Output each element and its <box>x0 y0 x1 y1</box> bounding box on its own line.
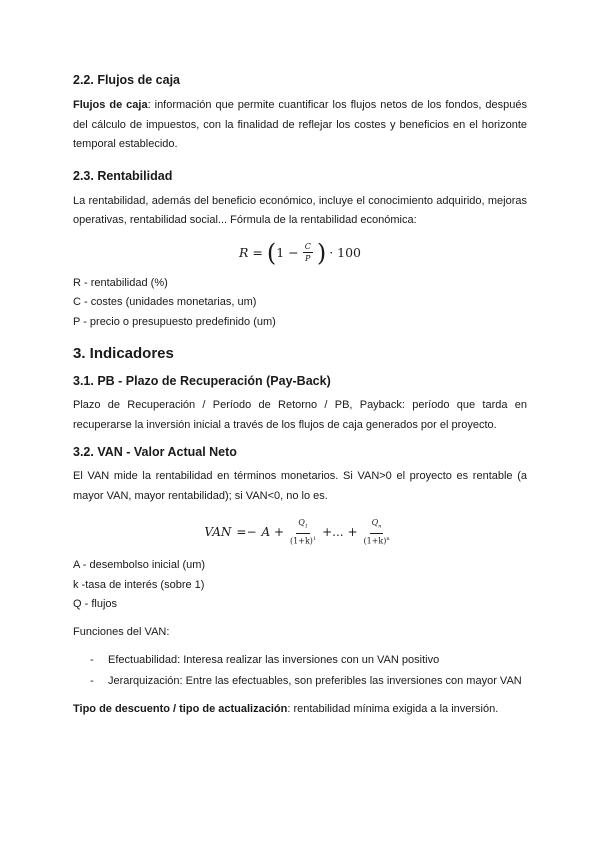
van-paragraph: El VAN mide la rentabilidad en términos monetarios. Si VAN>0 el proyecto es rentable (a mayor VAN, mayor rentabilidad); si VAN<0, no lo es. <box>73 470 527 502</box>
section-heading-rentabilidad: 2.3. Rentabilidad <box>73 168 173 183</box>
discount-paragraph <box>73 700 527 720</box>
rentabilidad-legend <box>73 274 527 333</box>
van-fraction-1: $\frac{Q_1}{(1+k)^1}$ <box>290 518 317 546</box>
discount-term: Tipo de descuento / tipo de actualización <box>73 703 288 715</box>
legend-item: C - costes (unidades monetarias, um) <box>73 296 257 308</box>
van-legend <box>73 556 527 615</box>
pb-paragraph: Plazo de Recuperación / Período de Retorno / PB, Payback: período que tarda en recuperarse la inversión inicial a través de los flujos de caja generados por el proyecto. <box>73 399 527 431</box>
flujos-definition: : información que permite cuantificar los flujos netos de los fondos, después del cálculo de impuestos, con la finalidad de reflejar los costes y beneficios en el horizonte temporal establecido. <box>73 99 527 150</box>
van-formula: VAN =− A + $\frac{Q_1}{(1+k)^1}$ +... + $\frac{Q_n}{(1+k)^n}$ <box>204 518 390 546</box>
rentabilidad-paragraph: La rentabilidad, además del beneficio económico, incluye el conocimiento adquirido, mejoras operativas, rentabilidad social... Fórmula de la rentabilidad económica: <box>73 194 527 226</box>
flujos-paragraph <box>73 96 527 155</box>
rentabilidad-formula: R = ( 1 − $\frac{C}{P}$ ) · 100 <box>239 238 361 267</box>
legend-item: R - rentabilidad (%) <box>73 276 168 289</box>
list-item: - Jerarquización: Entre las efectuables, son preferibles las inversiones con mayor VAN <box>90 675 522 687</box>
legend-item: P - precio o presupuesto predefinido (um) <box>73 315 276 328</box>
section-heading-van: 3.2. VAN - Valor Actual Neto <box>73 445 237 459</box>
van-fraction-n: $\frac{Q_n}{(1+k)^n}$ <box>363 518 390 546</box>
discount-definition: : rentabilidad mínima exigida a la inversión. <box>287 703 499 715</box>
van-functions-title: Funciones del VAN: <box>73 625 170 638</box>
document-page <box>73 62 527 720</box>
section-heading-pb: 3.1. PB - Plazo de Recuperación (Pay-Back) <box>73 374 331 388</box>
flujos-term: Flujos de caja <box>73 99 148 111</box>
section-heading-indicadores: 3. Indicadores <box>73 345 174 362</box>
van-functions-list <box>73 650 527 692</box>
legend-item: A - desembolso inicial (um) <box>73 559 206 571</box>
legend-item: k -tasa de interés (sobre 1) <box>73 578 205 591</box>
legend-item: Q - flujos <box>73 598 118 610</box>
rentabilidad-fraction: $\frac{C}{P}$ <box>304 242 311 263</box>
section-heading-flujos: 2.2. Flujos de caja <box>73 73 180 87</box>
list-item: - Efectuabilidad: Interesa realizar las inversiones con un VAN positivo <box>90 654 440 666</box>
